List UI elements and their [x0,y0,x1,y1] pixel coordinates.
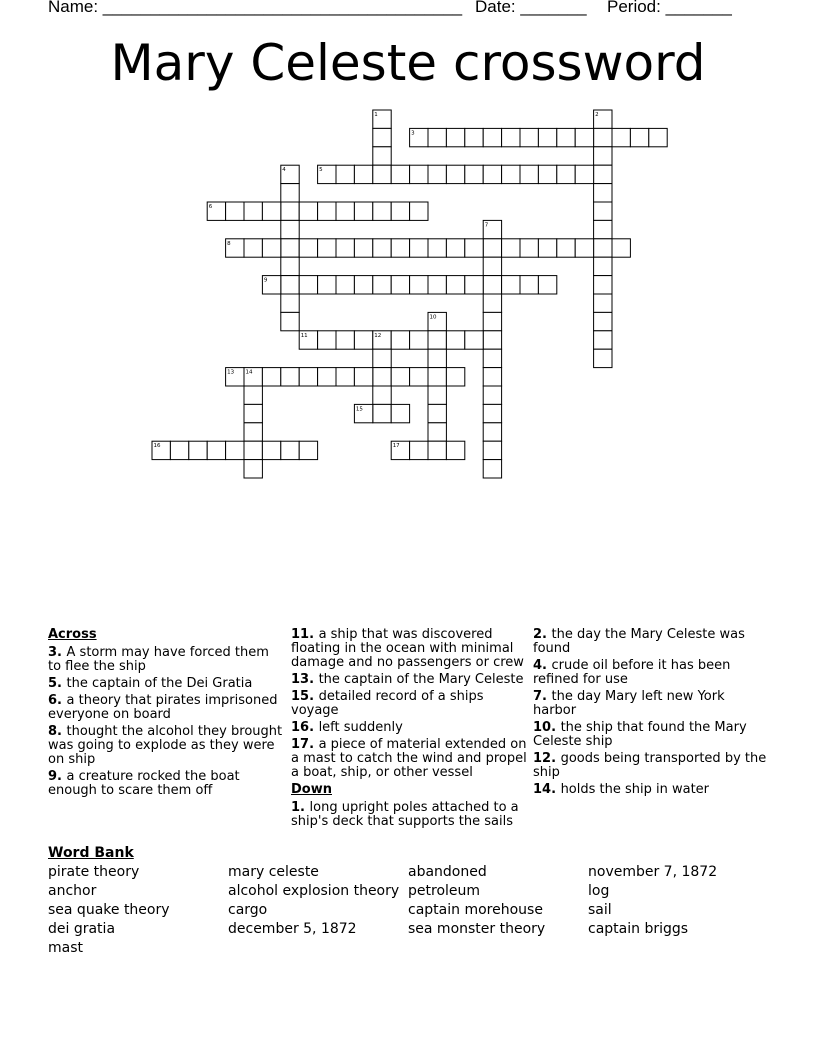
grid-cell[interactable] [557,165,575,183]
grid-cell[interactable] [483,460,501,478]
grid-cell[interactable] [483,239,501,257]
clue-number: 6. [48,693,67,708]
grid-cell[interactable] [391,276,409,294]
grid-cell[interactable] [281,257,299,275]
grid-cell[interactable] [502,165,520,183]
date-field[interactable]: Date: _______ [475,0,587,16]
grid-cell[interactable] [557,128,575,146]
grid-cell[interactable] [465,128,483,146]
grid-cell[interactable] [262,368,280,386]
grid-cell[interactable] [594,276,612,294]
clue-number: 10 [429,314,437,321]
grid-cell[interactable] [281,441,299,459]
clue-item [48,725,284,767]
grid-cell[interactable] [354,202,372,220]
grid-cell[interactable] [428,276,446,294]
clue-text: a creature rocked the boat enough to scare them off [48,769,240,798]
grid-cell[interactable] [391,404,409,422]
grid-cell[interactable] [244,386,262,404]
clue-item [291,690,527,718]
clues-column-3 [533,628,769,800]
clue-number: 10. [533,720,561,735]
grid-cell[interactable] [428,368,446,386]
grid-cell[interactable] [354,165,372,183]
word-bank-item: december 5, 1872 [228,921,357,937]
grid-cell[interactable] [391,331,409,349]
word-bank-item: log [588,883,610,899]
word-bank-item: abandoned [408,864,487,880]
clue-number: 9 [263,277,268,284]
grid-cell[interactable] [594,165,612,183]
grid-cell[interactable] [465,239,483,257]
clue-number: 12. [533,751,561,766]
clue-number: 14. [533,782,561,797]
clue-text: a ship that was discovered floating in the ocean with minimal damage and no passengers or crew [291,627,524,670]
grid-cell[interactable] [465,165,483,183]
clue-text: the captain of the Mary Celeste [318,672,524,687]
grid-cell[interactable] [336,368,354,386]
grid-cell[interactable] [594,257,612,275]
grid-cell[interactable] [189,441,207,459]
grid-cell[interactable] [446,128,464,146]
clues-column-1 [48,628,284,801]
clue-text: the day the Mary Celeste was found [533,627,745,656]
grid-cell[interactable] [538,128,556,146]
grid-cell[interactable] [281,368,299,386]
grid-cell[interactable] [428,349,446,367]
grid-cell[interactable] [354,331,372,349]
grid-cell[interactable] [170,441,188,459]
clue-text: thought the alcohol they brought was going to explode as they were on ship [48,724,283,767]
grid-cell[interactable] [483,276,501,294]
grid-cell[interactable] [483,368,501,386]
grid-cell[interactable] [483,165,501,183]
word-bank-item: captain briggs [588,921,689,937]
clue-item [533,721,769,749]
clue-number: 13. [291,672,319,687]
grid-cell[interactable] [612,239,630,257]
grid-cell[interactable] [483,386,501,404]
clue-number: 2. [533,627,552,642]
clue-item [291,628,527,670]
clue-text: the day Mary left new York harbor [533,689,725,718]
clue-number: 4 [282,167,286,174]
word-bank-item: sea quake theory [48,902,170,918]
clue-number: 7 [484,222,489,229]
clue-item [533,752,769,780]
grid-cell[interactable] [318,368,336,386]
grid-cell[interactable] [446,441,464,459]
grid-cell[interactable] [594,239,612,257]
word-bank-title: Word Bank [48,845,134,861]
grid-cell[interactable] [557,239,575,257]
word-bank-item: november 7, 1872 [588,864,718,880]
clue-item [533,690,769,718]
grid-cell[interactable] [446,368,464,386]
grid-cell[interactable] [244,423,262,441]
grid-cell[interactable] [391,368,409,386]
word-bank-item: captain morehouse [408,902,543,918]
clue-text: left suddenly [318,720,403,735]
clue-text: A storm may have forced them to flee the ship [48,645,269,674]
grid-cell[interactable] [594,331,612,349]
grid-cell[interactable] [428,441,446,459]
grid-cell[interactable] [299,202,317,220]
clue-number: 3. [48,645,67,660]
grid-cell[interactable] [575,165,593,183]
clue-number: 12 [374,332,382,339]
clue-number: 8 [227,240,231,247]
grid-cell[interactable] [428,386,446,404]
clue-item [291,721,527,735]
clue-item [291,738,527,780]
clue-text: a theory that pirates imprisoned everyone on board [48,693,278,722]
word-bank-item: pirate theory [48,864,140,880]
clue-text: a piece of material extended on a mast to catch the wind and propel a boat, ship, or other vessel [291,737,527,780]
grid-cell[interactable] [373,147,391,165]
grid-cell[interactable] [244,460,262,478]
clue-item [48,677,284,691]
grid-cell[interactable] [226,441,244,459]
grid-cell[interactable] [410,276,428,294]
grid-cell[interactable] [446,165,464,183]
across-heading: Across [48,627,97,642]
clue-text: holds the ship in water [560,782,710,797]
clue-text: the ship that found the Mary Celeste ship [533,720,747,749]
grid-cell[interactable] [262,239,280,257]
clue-number: 14 [245,369,253,376]
clue-number: 8. [48,724,67,739]
grid-cell[interactable] [299,368,317,386]
grid-cell[interactable] [446,239,464,257]
grid-cell[interactable] [428,128,446,146]
clue-number: 2 [595,112,599,118]
word-bank-item: petroleum [408,883,481,899]
grid-cell[interactable] [244,441,262,459]
grid-cell[interactable] [465,276,483,294]
grid-cell[interactable] [428,331,446,349]
grid-cell[interactable] [502,239,520,257]
grid-cell[interactable] [575,239,593,257]
grid-cell[interactable] [281,276,299,294]
word-bank-item: sea monster theory [408,921,546,937]
grid-cell[interactable] [483,312,501,330]
clue-number: 15. [291,689,319,704]
grid-cell[interactable] [483,257,501,275]
grid-cell[interactable] [594,220,612,238]
grid-cell[interactable] [446,276,464,294]
grid-cell[interactable] [373,276,391,294]
grid-cell[interactable] [630,128,648,146]
clue-number: 3 [411,130,415,137]
grid-cell[interactable] [391,239,409,257]
grid-cell[interactable] [262,441,280,459]
grid-cell[interactable] [594,349,612,367]
clue-text: goods being transported by the ship [533,751,767,780]
clue-item [533,783,769,797]
grid-cell[interactable] [299,441,317,459]
grid-cell[interactable] [391,202,409,220]
clue-number: 17 [392,443,400,450]
grid-cell[interactable] [594,294,612,312]
grid-cell[interactable] [520,239,538,257]
grid-cell[interactable] [594,147,612,165]
grid-cell[interactable] [483,331,501,349]
clue-number: 1 [374,112,378,118]
grid-cell[interactable] [244,202,262,220]
grid-cell[interactable] [373,128,391,146]
word-bank-item: sail [588,902,612,918]
grid-cell[interactable] [318,331,336,349]
grid-cell[interactable] [336,165,354,183]
grid-cell[interactable] [446,331,464,349]
grid-cell[interactable] [207,441,225,459]
grid-cell[interactable] [336,331,354,349]
grid-cell[interactable] [538,276,556,294]
clue-number: 11 [300,332,308,339]
grid-cell[interactable] [520,276,538,294]
grid-cell[interactable] [538,165,556,183]
clues-column-2 [291,628,527,832]
grid-cell[interactable] [373,165,391,183]
grid-cell[interactable] [483,128,501,146]
clue-number: 16 [153,443,161,450]
grid-cell[interactable] [594,202,612,220]
grid-cell[interactable] [244,239,262,257]
grid-cell[interactable] [373,239,391,257]
word-bank-item: anchor [48,883,97,899]
grid-cell[interactable] [373,386,391,404]
grid-cell[interactable] [483,423,501,441]
grid-cell[interactable] [410,202,428,220]
grid-cell[interactable] [465,331,483,349]
clue-item [533,659,769,687]
grid-cell[interactable] [594,128,612,146]
word-bank-item: dei gratia [48,921,116,937]
grid-cell[interactable] [354,239,372,257]
clue-number: 9. [48,769,67,784]
grid-cell[interactable] [594,184,612,202]
clue-number: 13 [227,369,235,376]
grid-cell[interactable] [318,202,336,220]
word-bank-item: mast [48,940,83,956]
clue-item [48,694,284,722]
grid-cell[interactable] [299,239,317,257]
grid-cell[interactable] [428,423,446,441]
grid-cell[interactable] [281,312,299,330]
name-field[interactable]: Name: ______________________________________ [48,0,463,16]
down-heading: Down [291,782,332,797]
grid-cell[interactable] [483,404,501,422]
clue-text: crude oil before it has been refined for use [533,658,731,687]
grid-cell[interactable] [520,128,538,146]
grid-cell[interactable] [410,239,428,257]
clue-number: 4. [533,658,552,673]
grid-cell[interactable] [226,202,244,220]
grid-cell[interactable] [428,239,446,257]
grid-cell[interactable] [410,165,428,183]
grid-cell[interactable] [575,128,593,146]
grid-cell[interactable] [281,294,299,312]
grid-cell[interactable] [281,239,299,257]
grid-cell[interactable] [336,276,354,294]
grid-cell[interactable] [299,276,317,294]
clue-item [291,801,527,829]
grid-cell[interactable] [612,128,630,146]
clue-text: the captain of the Dei Gratia [66,676,253,691]
clue-number: 5 [319,167,323,174]
clue-number: 11. [291,627,319,642]
grid-cell[interactable] [244,404,262,422]
grid-cell[interactable] [594,312,612,330]
grid-cell[interactable] [483,294,501,312]
grid-cell[interactable] [502,276,520,294]
grid-cell[interactable] [318,239,336,257]
grid-cell[interactable] [483,349,501,367]
grid-cell[interactable] [410,331,428,349]
grid-cell[interactable] [391,165,409,183]
grid-cell[interactable] [354,276,372,294]
grid-cell[interactable] [373,368,391,386]
clue-text: detailed record of a ships voyage [291,689,484,718]
clue-number: 6 [208,204,213,210]
grid-cell[interactable] [428,404,446,422]
clue-number: 15 [355,406,363,413]
grid-cell[interactable] [410,441,428,459]
grid-cell[interactable] [354,368,372,386]
clue-item [48,770,284,798]
clue-text: long upright poles attached to a ship's deck that supports the sails [291,800,519,829]
grid-cell[interactable] [318,276,336,294]
grid-cell[interactable] [281,202,299,220]
clue-item [291,673,527,687]
grid-cell[interactable] [502,128,520,146]
period-field[interactable]: Period: _______ [607,0,732,16]
grid-cell[interactable] [373,404,391,422]
clue-number: 5. [48,676,67,691]
grid-cell[interactable] [428,165,446,183]
grid-cell[interactable] [262,202,280,220]
clue-number: 1. [291,800,310,815]
clue-number: 16. [291,720,319,735]
grid-cell[interactable] [520,165,538,183]
grid-cell[interactable] [281,184,299,202]
clue-number: 17. [291,737,319,752]
grid-cell[interactable] [373,349,391,367]
clue-number: 7. [533,689,552,704]
grid-cell[interactable] [483,441,501,459]
grid-cell[interactable] [336,239,354,257]
grid-cell[interactable] [410,368,428,386]
grid-cell[interactable] [538,239,556,257]
clue-item [533,628,769,656]
clue-item [48,646,284,674]
word-bank-item: alcohol explosion theory [228,883,400,899]
page-title: Mary Celeste crossword [110,34,706,92]
grid-cell[interactable] [373,202,391,220]
word-bank-item: cargo [228,902,268,918]
word-bank-item: mary celeste [228,864,319,880]
grid-cell[interactable] [649,128,667,146]
grid-cell[interactable] [336,202,354,220]
grid-cell[interactable] [281,220,299,238]
